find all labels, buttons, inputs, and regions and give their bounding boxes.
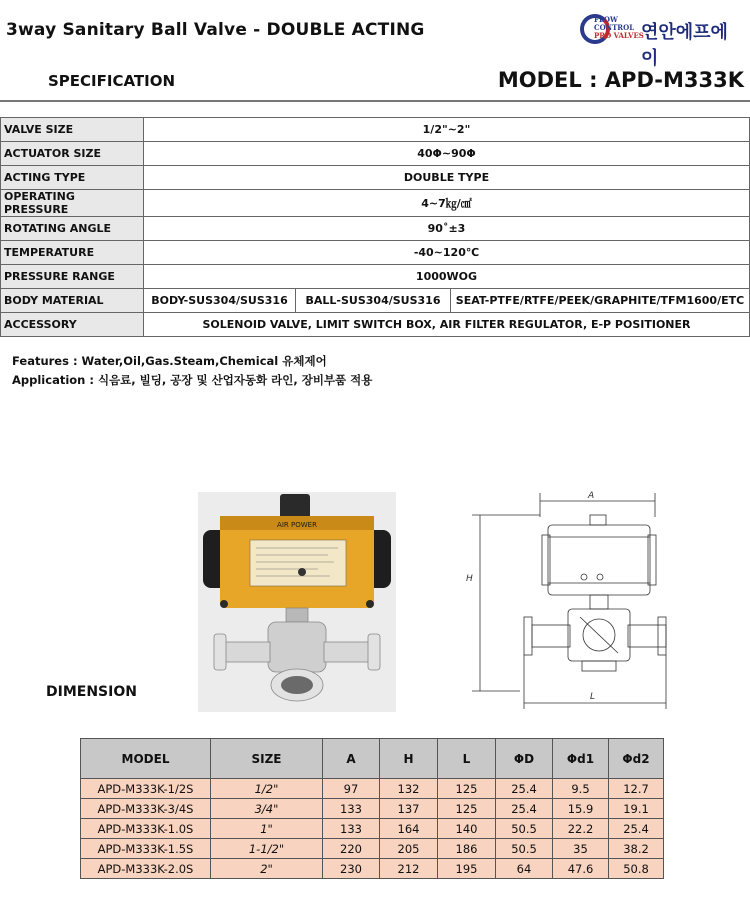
header-model: MODEL bbox=[81, 739, 211, 779]
logo-line-3: PRO VALVES bbox=[594, 31, 644, 40]
logo-line-1: FLOW bbox=[594, 15, 618, 24]
cell-d2: 12.7 bbox=[609, 779, 664, 799]
spec-label: PRESSURE RANGE bbox=[1, 265, 144, 289]
cell-a: 133 bbox=[323, 819, 380, 839]
spec-value: -40~120℃ bbox=[144, 241, 750, 265]
table-row bbox=[1, 166, 750, 190]
spec-value: DOUBLE TYPE bbox=[144, 166, 750, 190]
spec-value: 90˚±3 bbox=[144, 217, 750, 241]
cell-d1: 35 bbox=[553, 839, 609, 859]
table-row bbox=[1, 217, 750, 241]
application-text: Application : 식음료, 빌딩, 공장 및 산업자동화 라인, 장비부품 적용 bbox=[12, 373, 373, 387]
spec-label: ACCESSORY bbox=[1, 313, 144, 337]
valve-photo-illustration bbox=[198, 492, 396, 712]
cell-l: 125 bbox=[438, 799, 496, 819]
spec-label: ROTATING ANGLE bbox=[1, 217, 144, 241]
spec-label: ACTUATOR SIZE bbox=[1, 142, 144, 166]
cell-size: 3/4" bbox=[211, 799, 323, 819]
cell-h: 132 bbox=[380, 779, 438, 799]
cell-size: 1-1/2" bbox=[211, 839, 323, 859]
cell-d2: 19.1 bbox=[609, 799, 664, 819]
table-row bbox=[1, 118, 750, 142]
table-row bbox=[81, 839, 664, 859]
spec-seat-value: SEAT-PTFE/RTFE/PEEK/GRAPHITE/TFM1600/ETC bbox=[451, 289, 750, 313]
spec-label: BODY MATERIAL bbox=[1, 289, 144, 313]
cell-a: 230 bbox=[323, 859, 380, 879]
dimension-label-l: L bbox=[590, 692, 596, 702]
model-title: MODEL : APD-M333K bbox=[497, 68, 744, 92]
cell-h: 137 bbox=[380, 799, 438, 819]
cell-a: 133 bbox=[323, 799, 380, 819]
cell-h: 205 bbox=[380, 839, 438, 859]
cell-d: 50.5 bbox=[496, 839, 553, 859]
cell-d: 25.4 bbox=[496, 799, 553, 819]
header-d1: Φd1 bbox=[553, 739, 609, 779]
brand-logo bbox=[580, 12, 745, 69]
cell-l: 195 bbox=[438, 859, 496, 879]
company-name: 연안에프에이 bbox=[641, 22, 728, 69]
spec-label: VALVE SIZE bbox=[1, 118, 144, 142]
cell-d1: 9.5 bbox=[553, 779, 609, 799]
spec-value: 1/2"~2" bbox=[144, 118, 750, 142]
table-row bbox=[1, 190, 750, 217]
table-row bbox=[1, 313, 750, 337]
header-h: H bbox=[380, 739, 438, 779]
cell-d2: 25.4 bbox=[609, 819, 664, 839]
header-a: A bbox=[323, 739, 380, 779]
table-row bbox=[1, 241, 750, 265]
cell-d: 50.5 bbox=[496, 819, 553, 839]
logo-line-2: CONTROL bbox=[594, 23, 635, 32]
features-block bbox=[12, 352, 372, 390]
spec-ball-value: BALL-SUS304/SUS316 bbox=[296, 289, 451, 313]
cell-a: 220 bbox=[323, 839, 380, 859]
product-photo bbox=[198, 492, 396, 712]
table-row bbox=[81, 779, 664, 799]
cell-a: 97 bbox=[323, 779, 380, 799]
cell-d1: 15.9 bbox=[553, 799, 609, 819]
spec-value: 4~7㎏/㎠ bbox=[144, 190, 750, 217]
features-text: Features : Water,Oil,Gas.Steam,Chemical 유체제어 bbox=[12, 354, 327, 368]
cell-d: 25.4 bbox=[496, 779, 553, 799]
spec-body-value: BODY-SUS304/SUS316 bbox=[144, 289, 296, 313]
spec-label: TEMPERATURE bbox=[1, 241, 144, 265]
cell-model: APD-M333K-1.0S bbox=[81, 819, 211, 839]
cell-l: 186 bbox=[438, 839, 496, 859]
cell-size: 1" bbox=[211, 819, 323, 839]
header-size: SIZE bbox=[211, 739, 323, 779]
header-d: ΦD bbox=[496, 739, 553, 779]
dimension-label-a: A bbox=[588, 491, 595, 501]
header-l: L bbox=[438, 739, 496, 779]
cell-model: APD-M333K-3/4S bbox=[81, 799, 211, 819]
spec-title: SPECIFICATION bbox=[48, 72, 176, 90]
table-row bbox=[81, 799, 664, 819]
cell-size: 1/2" bbox=[211, 779, 323, 799]
cell-h: 212 bbox=[380, 859, 438, 879]
actuator-label: AIR POWER bbox=[277, 521, 317, 529]
table-row bbox=[81, 819, 664, 839]
table-row bbox=[1, 142, 750, 166]
table-row bbox=[81, 859, 664, 879]
table-header-row bbox=[81, 739, 664, 779]
cell-l: 125 bbox=[438, 779, 496, 799]
dimension-label-h: H bbox=[466, 574, 473, 584]
table-row bbox=[1, 265, 750, 289]
cell-model: APD-M333K-1.5S bbox=[81, 839, 211, 859]
technical-drawing-illustration bbox=[460, 485, 670, 715]
logo-text bbox=[594, 16, 644, 40]
header-d2: Φd2 bbox=[609, 739, 664, 779]
header-divider bbox=[0, 100, 750, 102]
cell-model: APD-M333K-1/2S bbox=[81, 779, 211, 799]
spec-value: 40Φ~90Φ bbox=[144, 142, 750, 166]
dimension-title: DIMENSION bbox=[46, 684, 137, 700]
cell-model: APD-M333K-2.0S bbox=[81, 859, 211, 879]
spec-value: 1000WOG bbox=[144, 265, 750, 289]
cell-d1: 22.2 bbox=[553, 819, 609, 839]
spec-table bbox=[0, 117, 750, 337]
dimension-drawing bbox=[460, 485, 670, 715]
spec-label: OPERATING PRESSURE bbox=[1, 190, 144, 217]
cell-d2: 50.8 bbox=[609, 859, 664, 879]
cell-size: 2" bbox=[211, 859, 323, 879]
cell-d1: 47.6 bbox=[553, 859, 609, 879]
dimension-table bbox=[80, 738, 664, 879]
page-title: 3way Sanitary Ball Valve - DOUBLE ACTING bbox=[6, 20, 425, 40]
table-row bbox=[1, 289, 750, 313]
cell-d: 64 bbox=[496, 859, 553, 879]
cell-d2: 38.2 bbox=[609, 839, 664, 859]
spec-value: SOLENOID VALVE, LIMIT SWITCH BOX, AIR FILTER REGULATOR, E-P POSITIONER bbox=[144, 313, 750, 337]
cell-l: 140 bbox=[438, 819, 496, 839]
cell-h: 164 bbox=[380, 819, 438, 839]
spec-label: ACTING TYPE bbox=[1, 166, 144, 190]
